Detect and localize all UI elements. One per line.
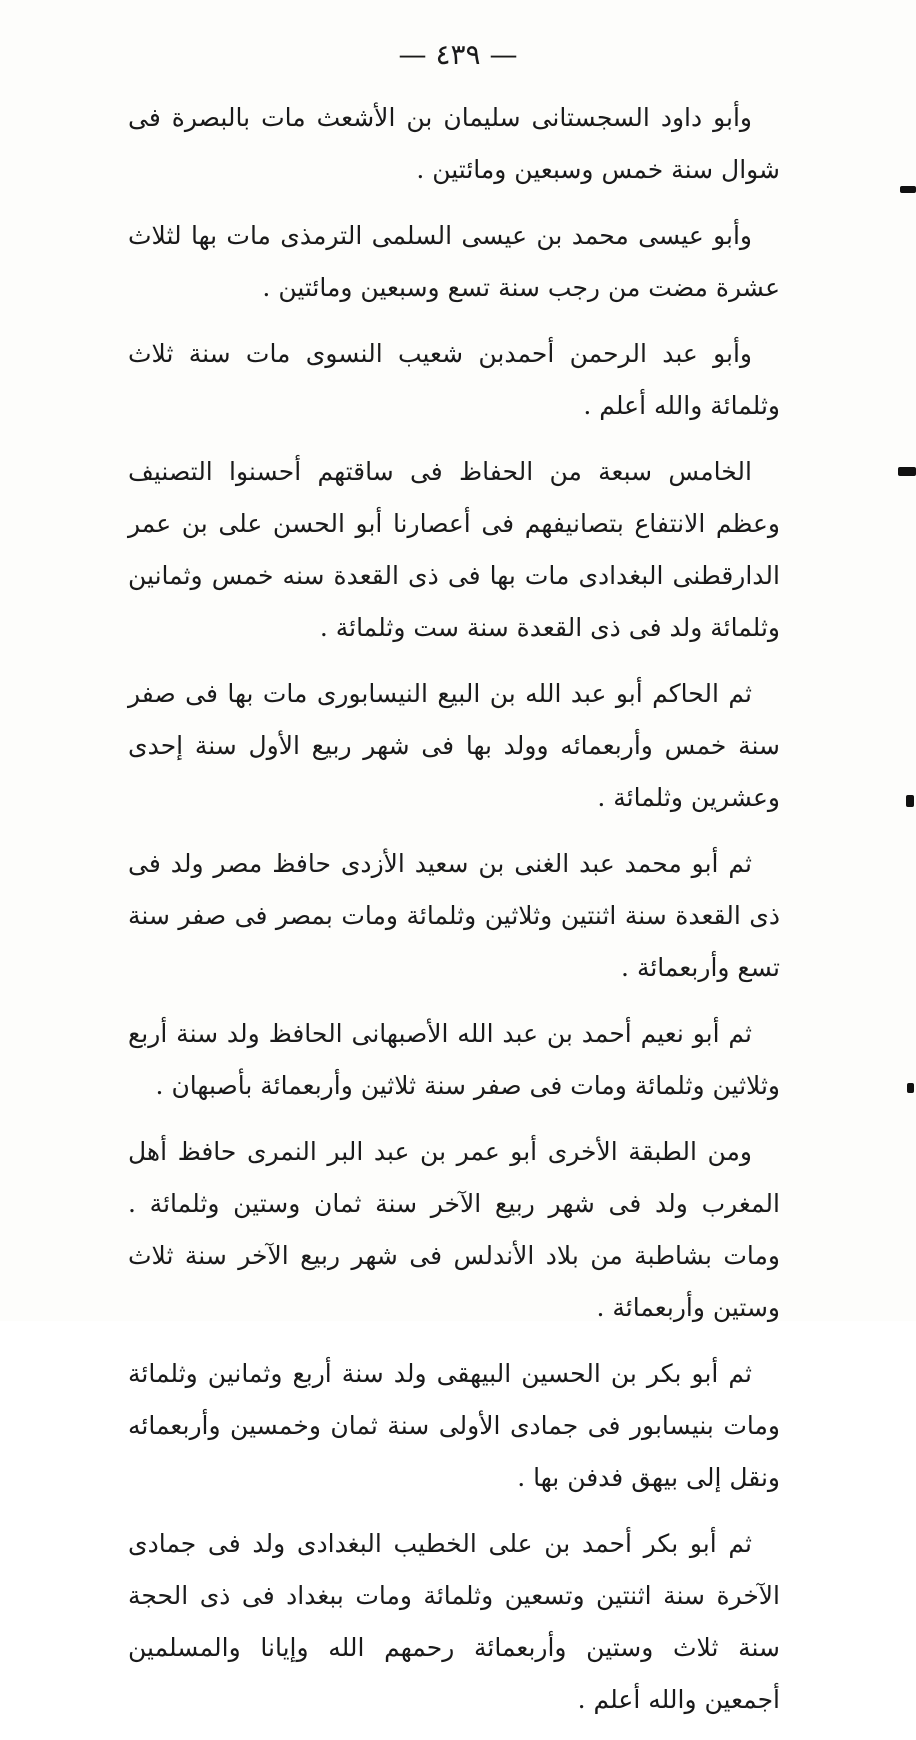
paragraph-ibn-abd-al-barr: ومن الطبقة الأخرى أبو عمر بن عبد البر النمرى حافظ أهل المغرب ولد فى شهر ربيع الآخر سنة ثمان وستين وثلمائة . ومات بشاطبة من بلاد الأندلس فى شهر ربيع الآخر سنة ثلاث وستين وأربعمائة . bbox=[128, 1137, 780, 1322]
margin-mark bbox=[906, 795, 914, 807]
paragraph-hakim: ثم الحاكم أبو عبد الله بن البيع النيسابورى مات بها فى صفر سنة خمس وأربعمائه وولد بها فى شهر ربيع الأول سنة إحدى وعشرين وثلمائة . bbox=[128, 679, 780, 812]
paragraph-abd-al-ghani: ثم أبو محمد عبد الغنى بن سعيد الأزدى حافظ مصر ولد فى ذى القعدة سنة اثنتين وثلاثين وثلمائة ومات بمصر فى صفر سنة تسع وأربعمائة . bbox=[128, 849, 780, 982]
margin-mark bbox=[898, 467, 916, 476]
paragraph-abu-dawud: وأبو داود السجستانى سليمان بن الأشعث مات بالبصرة فى شوال سنة خمس وسبعين ومائتين . bbox=[128, 103, 780, 184]
page-body bbox=[128, 92, 780, 1740]
paragraph-bayhaqi: ثم أبو بكر بن الحسين البيهقى ولد سنة أربع وثمانين وثلمائة ومات بنيسابور فى جمادى الأولى سنة ثمان وخمسين وأربعمائه ونقل إلى بيهق فدفن بها . bbox=[128, 1359, 780, 1492]
paragraph-tirmidhi: وأبو عيسى محمد بن عيسى السلمى الترمذى مات بها لثلاث عشرة مضت من رجب سنة تسع وسبعين ومائتين . bbox=[128, 221, 780, 302]
paragraph-fifth-daraqutni: الخامس سبعة من الحفاظ فى ساقتهم أحسنوا التصنيف وعظم الانتفاع بتصانيفهم فى أعصارنا أبو الحسن على بن عمر الدارقطنى البغدادى مات بها فى ذى القعدة سنه خمس وثمانين وثلمائة ولد فى ذى القعدة سنة ست وثلمائة . bbox=[128, 457, 780, 642]
margin-mark bbox=[900, 186, 916, 193]
paragraph-khatib: ثم أبو بكر أحمد بن على الخطيب البغدادى ولد فى جمادى الآخرة سنة اثنتين وتسعين وثلمائة ومات ببغداد فى ذى الحجة سنة ثلاث وستين وأربعمائة رحمهم الله وإيانا والمسلمين أجمعين والله أعلم . bbox=[128, 1529, 780, 1714]
margin-mark bbox=[907, 1083, 914, 1093]
page-number: — ٤٣٩ — bbox=[398, 38, 518, 71]
paragraph-abu-nuaym: ثم أبو نعيم أحمد بن عبد الله الأصبهانى الحافظ ولد سنة أربع وثلاثين وثلمائة ومات فى صفر سنة ثلاثين وأربعمائة بأصبهان . bbox=[128, 1019, 780, 1100]
paragraph-nasai: وأبو عبد الرحمن أحمدبن شعيب النسوى مات سنة ثلاث وثلمائة والله أعلم . bbox=[128, 339, 780, 420]
